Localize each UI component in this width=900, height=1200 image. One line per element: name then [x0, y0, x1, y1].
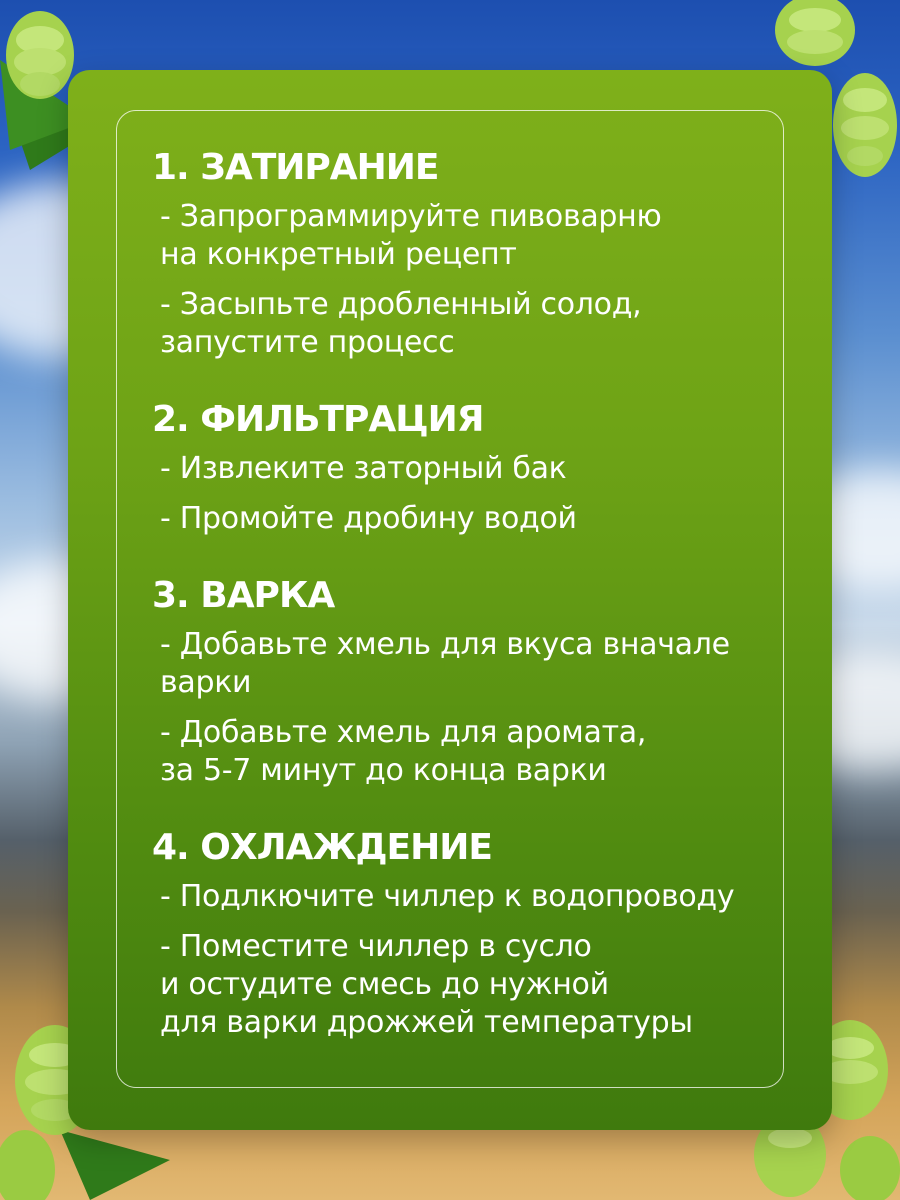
- step-heading: 4. ОХЛАЖДЕНИЕ: [152, 827, 492, 868]
- step-item: - Запрограммируйте пивоварню на конкретный рецепт: [160, 199, 662, 272]
- step-item: - Добавьте хмель для аромата, за 5-7 минут до конца варки: [160, 715, 647, 788]
- step-heading: 1. ЗАТИРАНИЕ: [152, 147, 439, 188]
- step-cooling: [150, 820, 790, 1042]
- step-filtration: [150, 392, 790, 538]
- brewing-steps: [150, 140, 790, 1054]
- step-mashing: [150, 140, 790, 362]
- step-boiling: [150, 568, 790, 790]
- step-heading: 3. ВАРКА: [152, 575, 335, 616]
- step-item: - Извлеките заторный бак: [160, 451, 567, 486]
- step-item: - Промойте дробину водой: [160, 501, 577, 536]
- step-item: - Засыпьте дробленный солод, запустите процесс: [160, 287, 642, 360]
- step-item: - Поместите чиллер в сусло и остудите смесь до нужной для варки дрожжей температуры: [160, 929, 693, 1040]
- step-item: - Добавьте хмель для вкуса вначале варки: [160, 627, 730, 700]
- step-heading: 2. ФИЛЬТРАЦИЯ: [152, 399, 484, 440]
- step-item: - Подлкючите чиллер к водопроводу: [160, 879, 735, 914]
